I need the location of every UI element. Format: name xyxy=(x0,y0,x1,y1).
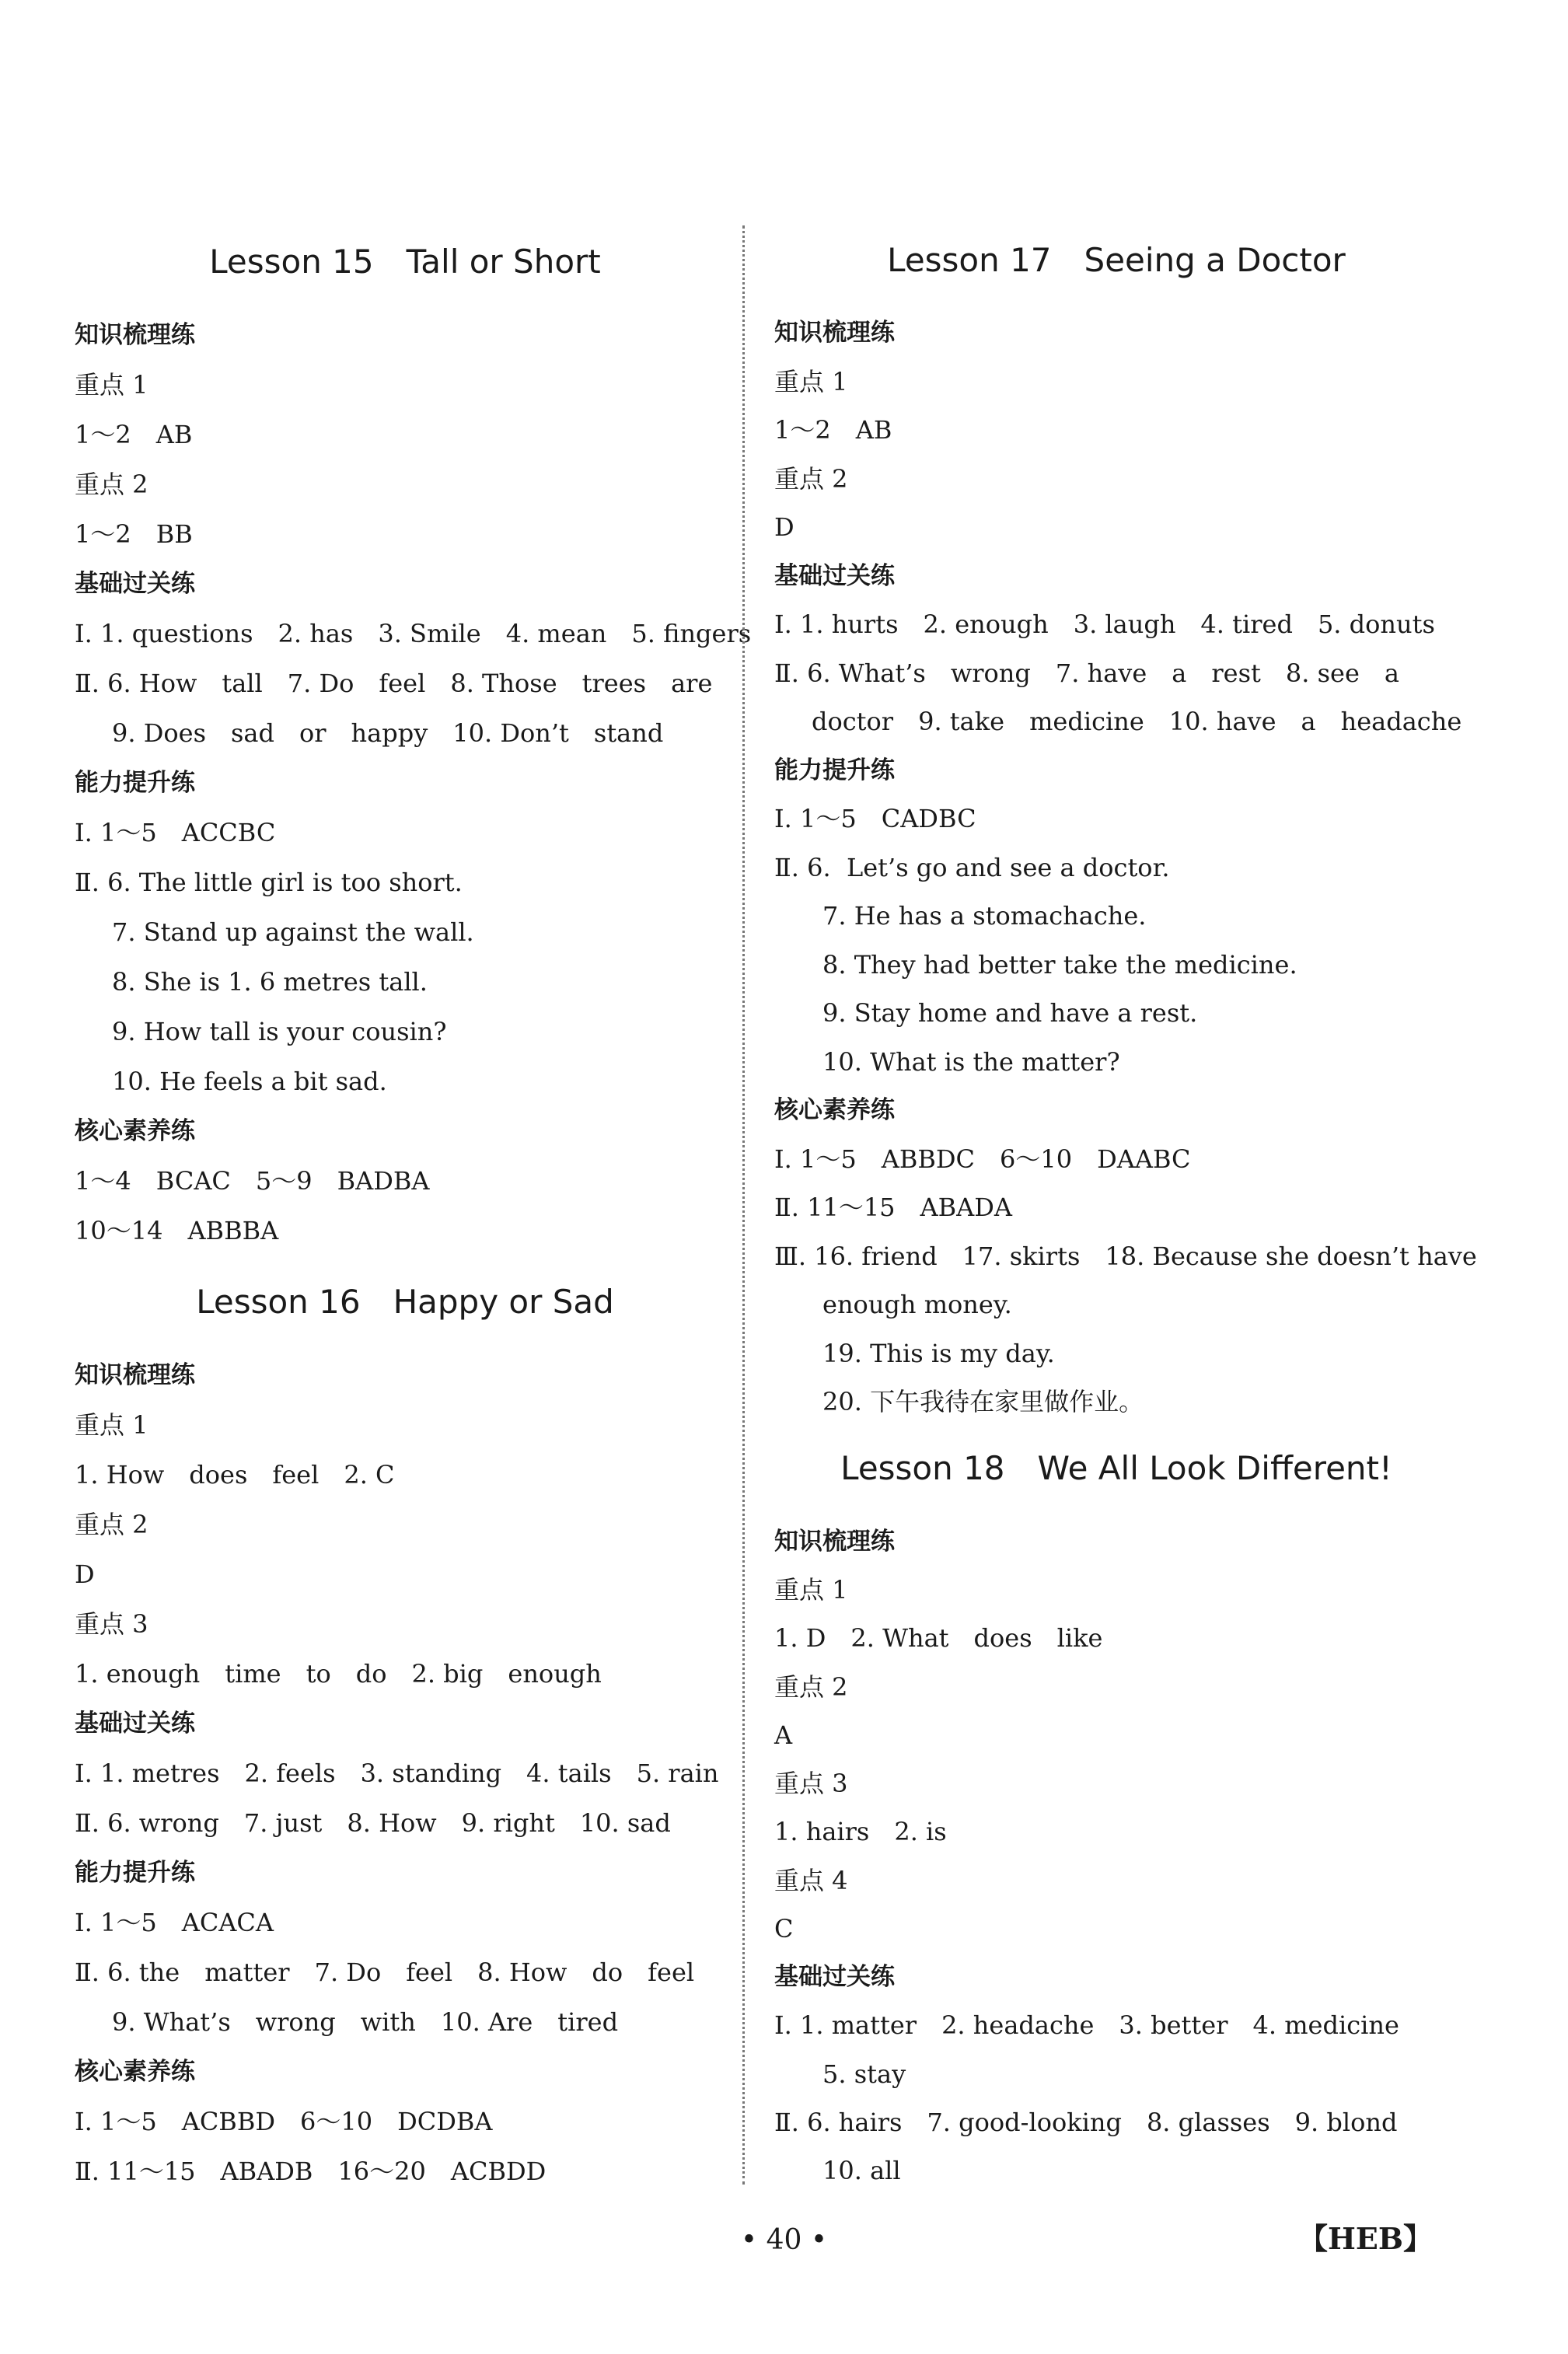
section-heading: 能力提升练 xyxy=(774,756,895,784)
lesson-17-title: Lesson 17 Seeing a Doctor xyxy=(887,241,1346,279)
section-heading: 核心素养练 xyxy=(75,2058,195,2086)
answer-line: 1～4 BCAC 5～9 BADBA xyxy=(75,1166,430,1196)
answer-line: Ⅱ. 11～15 ABADB 16～20 ACBDD xyxy=(75,2157,547,2186)
answer-line: 7. He has a stomachache. xyxy=(822,901,1147,931)
answer-line: Ⅰ. 1～5 ACACA xyxy=(75,1908,274,1937)
answer-line: A xyxy=(774,1720,793,1750)
answer-line: 10. He feels a bit sad. xyxy=(112,1067,387,1096)
section-heading: 基础过关练 xyxy=(75,1710,195,1738)
answer-line: 重点 2 xyxy=(774,464,848,494)
answer-line: 9. How tall is your cousin? xyxy=(112,1017,447,1046)
answer-line: C xyxy=(774,1914,794,1944)
answer-line: 1. hairs 2. is xyxy=(774,1817,947,1846)
answer-line: Ⅰ. 1～5 CADBC xyxy=(774,804,976,833)
answer-line: 20. 下午我待在家里做作业。 xyxy=(822,1387,1144,1416)
answer-line: Ⅱ. 6. hairs 7. good-looking 8. glasses 9. blond xyxy=(774,2108,1398,2137)
answer-line: 1. D 2. What does like xyxy=(774,1623,1103,1653)
answer-line: Ⅰ. 1. questions 2. has 3. Smile 4. mean 5. fingers xyxy=(75,619,752,648)
answer-line: 10. What is the matter? xyxy=(822,1047,1120,1077)
answer-line: Ⅰ. 1. hurts 2. enough 3. laugh 4. tired 5. donuts xyxy=(774,609,1435,639)
answer-line: Ⅰ. 1. metres 2. feels 3. standing 4. tails 5. rain xyxy=(75,1759,719,1788)
answer-line: enough money. xyxy=(822,1290,1012,1319)
answer-line: 9. Does sad or happy 10. Don’t stand xyxy=(112,718,664,748)
answer-line: 1. How does feel 2. C xyxy=(75,1460,395,1490)
answer-line: D xyxy=(774,512,794,542)
answer-line: 1. enough time to do 2. big enough xyxy=(75,1659,602,1689)
answer-line: 5. stay xyxy=(822,2059,906,2089)
lesson-16-title: Lesson 16 Happy or Sad xyxy=(196,1283,614,1321)
answer-line: 重点 1 xyxy=(774,1575,848,1605)
answer-line: 重点 1 xyxy=(75,370,148,400)
section-heading: 基础过关练 xyxy=(774,1963,895,1991)
section-heading: 知识梳理练 xyxy=(75,321,195,349)
answer-line: Ⅰ. 1～5 ACCBC xyxy=(75,818,276,847)
answer-line: 1～2 AB xyxy=(75,420,193,449)
answer-line: 8. She is 1. 6 metres tall. xyxy=(112,967,428,997)
section-heading: 能力提升练 xyxy=(75,1859,195,1887)
lesson-15-title: Lesson 15 Tall or Short xyxy=(209,243,601,281)
lesson-18-title: Lesson 18 We All Look Different! xyxy=(840,1449,1392,1487)
answer-line: Ⅱ. 6. wrong 7. just 8. How 9. right 10. sad xyxy=(75,1808,671,1838)
section-heading: 基础过关练 xyxy=(774,562,895,590)
answer-line: Ⅰ. 1～5 ABBDC 6～10 DAABC xyxy=(774,1144,1191,1174)
answer-line: 重点 1 xyxy=(75,1410,148,1440)
answer-line: Ⅰ. 1～5 ACBBD 6～10 DCDBA xyxy=(75,2107,493,2136)
section-heading: 基础过关练 xyxy=(75,570,195,598)
answer-line: 1～2 BB xyxy=(75,519,193,549)
answer-line: Ⅱ. 11～15 ABADA xyxy=(774,1193,1013,1222)
answer-line: 重点 2 xyxy=(75,470,148,499)
answer-line: 9. What’s wrong with 10. Are tired xyxy=(112,2007,619,2037)
answer-line: D xyxy=(75,1559,95,1589)
section-heading: 知识梳理练 xyxy=(774,1528,895,1556)
answer-line: Ⅲ. 16. friend 17. skirts 18. Because she doesn’t have xyxy=(774,1242,1477,1271)
answer-line: Ⅱ. 6. The little girl is too short. xyxy=(75,868,463,897)
answer-line: 重点 2 xyxy=(774,1672,848,1702)
answer-line: 重点 3 xyxy=(75,1609,148,1639)
answer-line: 8. They had better take the medicine. xyxy=(822,950,1297,980)
column-divider xyxy=(742,225,745,2185)
answer-line: Ⅰ. 1. matter 2. headache 3. better 4. medicine xyxy=(774,2010,1399,2040)
edition-tag: 【HEB】 xyxy=(1298,2221,1433,2256)
answer-line: doctor 9. take medicine 10. have a headache xyxy=(812,707,1462,736)
answer-line: Ⅱ. 6. the matter 7. Do feel 8. How do feel xyxy=(75,1958,695,1987)
answer-line: 重点 3 xyxy=(774,1769,848,1798)
answer-line: 19. This is my day. xyxy=(822,1339,1055,1368)
answer-line: Ⅱ. 6. How tall 7. Do feel 8. Those trees are xyxy=(75,669,713,698)
answer-line: 重点 4 xyxy=(774,1866,848,1895)
section-heading: 能力提升练 xyxy=(75,769,195,797)
answer-line: 10. all xyxy=(822,2156,901,2185)
answer-line: 10～14 ABBBA xyxy=(75,1216,279,1245)
answer-line: 重点 2 xyxy=(75,1510,148,1539)
section-heading: 核心素养练 xyxy=(75,1117,195,1145)
answer-line: 7. Stand up against the wall. xyxy=(112,917,474,947)
page-number: • 40 • xyxy=(740,2224,828,2256)
answer-line: 9. Stay home and have a rest. xyxy=(822,998,1198,1028)
answer-line: 1～2 AB xyxy=(774,415,892,445)
answer-line: Ⅱ. 6. What’s wrong 7. have a rest 8. see a xyxy=(774,658,1399,688)
section-heading: 核心素养练 xyxy=(774,1096,895,1124)
answer-line: Ⅱ. 6. Let’s go and see a doctor. xyxy=(774,853,1170,882)
section-heading: 知识梳理练 xyxy=(75,1361,195,1389)
answer-line: 重点 1 xyxy=(774,367,848,396)
section-heading: 知识梳理练 xyxy=(774,319,895,347)
